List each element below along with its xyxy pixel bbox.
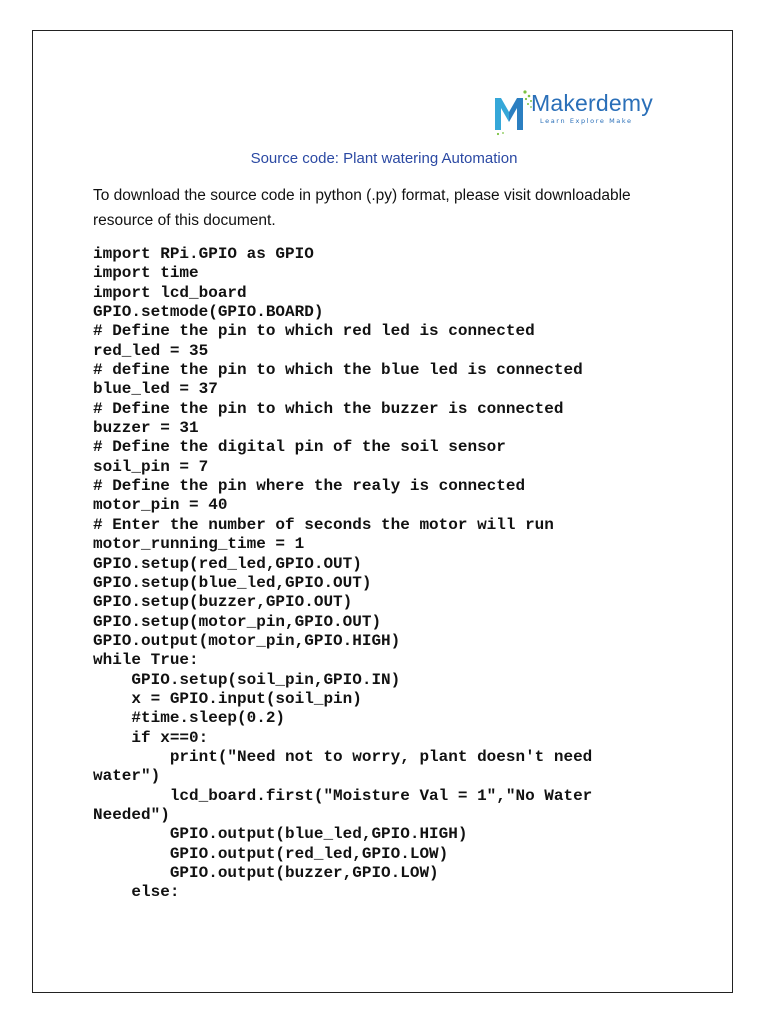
code-line: soil_pin = 7 bbox=[93, 457, 209, 476]
document-title: Source code: Plant watering Automation bbox=[250, 150, 518, 167]
code-line: GPIO.output(buzzer,GPIO.LOW) bbox=[93, 864, 439, 882]
logo-wordmark: Makerdemy bbox=[531, 90, 653, 116]
code-line: # Enter the number of seconds the motor will run bbox=[93, 515, 554, 534]
code-line: GPIO.output(motor_pin,GPIO.HIGH) bbox=[93, 631, 401, 650]
code-line: import RPi.GPIO as GPIO bbox=[93, 245, 314, 263]
code-line: # Define the pin to which red led is connected bbox=[93, 322, 535, 341]
code-line: if x==0: bbox=[93, 728, 209, 747]
code-line: GPIO.setup(motor_pin,GPIO.OUT) bbox=[93, 612, 382, 631]
code-line: GPIO.setup(buzzer,GPIO.OUT) bbox=[93, 593, 353, 612]
code-line: buzzer = 31 bbox=[93, 419, 199, 438]
code-line: import time bbox=[93, 264, 199, 283]
code-line: blue_led = 37 bbox=[93, 380, 218, 399]
code-line: # define the pin to which the blue led is connected bbox=[93, 361, 583, 380]
makerdemy-m-logo-icon bbox=[493, 88, 533, 136]
code-line: # Define the pin to which the buzzer is connected bbox=[93, 399, 564, 418]
intro-paragraph: To download the source code in python (.py) format, please visit downloadable resource of this document. bbox=[93, 187, 631, 229]
code-line: GPIO.setup(red_led,GPIO.OUT) bbox=[93, 554, 362, 573]
code-line: lcd_board.first("Moisture Val = 1","No Water bbox=[93, 786, 593, 805]
code-line: red_led = 35 bbox=[93, 341, 209, 360]
code-line: motor_running_time = 1 bbox=[93, 535, 305, 554]
code-line: #time.sleep(0.2) bbox=[93, 709, 286, 728]
code-line: # Define the pin where the realy is connected bbox=[93, 477, 526, 496]
code-line: while True: bbox=[93, 651, 199, 670]
code-line: GPIO.output(blue_led,GPIO.HIGH) bbox=[93, 825, 468, 844]
code-line: GPIO.setup(soil_pin,GPIO.IN) bbox=[93, 670, 401, 689]
code-line: water") bbox=[93, 767, 161, 786]
source-code-block bbox=[93, 245, 592, 903]
logo-tagline: Learn Explore Make bbox=[540, 117, 633, 125]
code-line: else: bbox=[93, 883, 180, 902]
code-line: GPIO.output(red_led,GPIO.LOW) bbox=[93, 844, 449, 863]
code-line: GPIO.setup(blue_led,GPIO.OUT) bbox=[93, 573, 372, 592]
code-line: motor_pin = 40 bbox=[93, 496, 228, 515]
makerdemy-logo bbox=[493, 88, 677, 136]
code-line: import lcd_board bbox=[93, 283, 247, 302]
code-line: GPIO.setmode(GPIO.BOARD) bbox=[93, 303, 324, 322]
code-line: print("Need not to worry, plant doesn't need bbox=[93, 747, 593, 766]
code-line: Needed") bbox=[93, 805, 170, 824]
code-line: # Define the digital pin of the soil sensor bbox=[93, 438, 506, 457]
code-line: x = GPIO.input(soil_pin) bbox=[93, 689, 362, 708]
